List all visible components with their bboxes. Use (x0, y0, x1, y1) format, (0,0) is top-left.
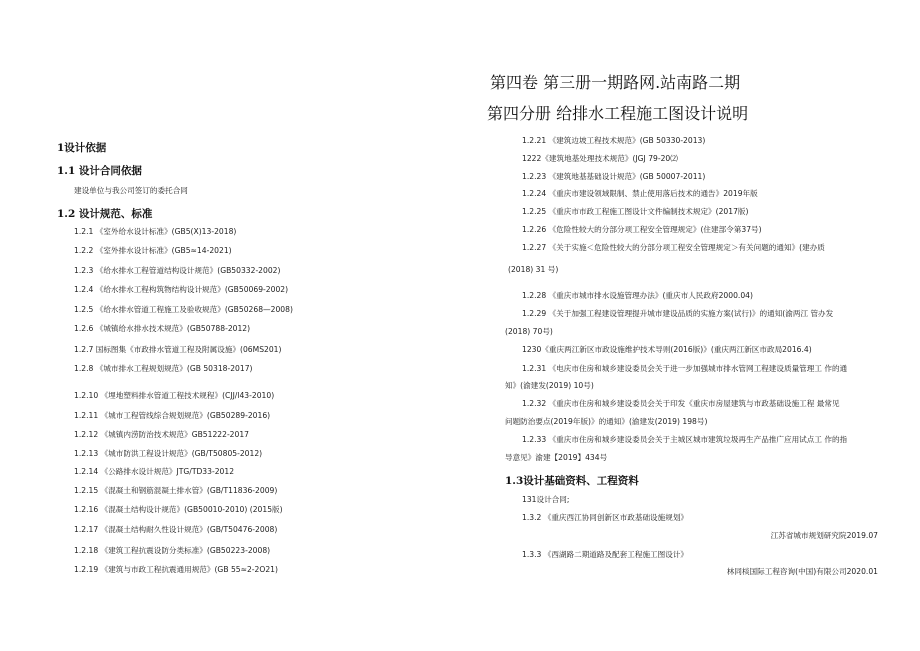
spec-item: 1.2.17 《混凝土结构耐久性设计规范》(GB/T50476-2008) (74, 525, 278, 534)
spec-item: 1.2.5 《给水排水管道工程施工及验收规范》(GB50268—2008) (74, 305, 293, 314)
spec-item: 1.2.6 《城镇给水排水技术规范》(GB50788-2012) (74, 324, 251, 333)
spec-item: 1.2.25 《重庆市市政工程施工图设计文件编制技术规定》(2017版) (522, 207, 749, 216)
spec-item: 1.2.7 国标图集《市政排水管道工程及附属设施》(06MS201) (74, 345, 282, 354)
basis-item: 1.3.2 《重庆西江协同创新区市政基础设施规划》 (522, 513, 689, 522)
spec-item-continuation: 导意见》渝建【2019】434号 (505, 453, 608, 462)
section-1-1-text: 建设单位与我公司签订的委托合同 (74, 186, 188, 195)
spec-item: 1.2.15 《混凝土和钢筋混凝土排水管》(GB/T11836-2009) (74, 486, 278, 495)
spec-item: 1.2.29 《关于加强工程建设管理提升城市建设品质的实施方案(试行)》的通知(渝两江 管办发 (522, 309, 834, 318)
spec-item-continuation: (2018) 31 号) (508, 265, 559, 274)
volume-subtitle: 第四分册 给排水工程施工图设计说明 (487, 104, 749, 123)
spec-item: 1.2.8 《城市排水工程规划规范》(GB 50318-2017) (74, 364, 253, 373)
spec-item-continuation: (2018) 70号) (505, 327, 553, 336)
spec-item: 1.2.3 《给水排水工程管道结构设计规范》(GB50332-2002) (74, 266, 281, 275)
spec-item-continuation: 问题防治要点(2019年版)》的通知》(渝建发(2019) 198号) (505, 417, 708, 426)
spec-item: 1.2.2 《室外排水设计标准》(GB5≈14-2021) (74, 246, 232, 255)
spec-item-continuation: 知》(渝建发(2019) 10号) (505, 381, 594, 390)
spec-item: 1.2.4 《给水排水工程构筑物结构设计规范》(GB50069-2002) (74, 285, 289, 294)
basis-item: 131设计合同; (522, 495, 570, 504)
spec-item: 1.2.31 《电庆市住房和城乡建设委员会关于进一步加强城市排水管网工程建设质量管理工 作的通 (522, 364, 848, 373)
spec-item: 1.2.14 《公路排水设计规范》JTG/TD33-2012 (74, 467, 235, 476)
spec-item: 1.2.21 《建筑边坡工程技术规范》(GB 50330-2013) (522, 136, 706, 145)
spec-item: 1222《建筑地基处理技术规范》(JGJ 79-20⑵ (522, 154, 678, 163)
spec-item: 1.2.28 《重庆市城市排水设施管理办法》(重庆市人民政府2000.04) (522, 291, 753, 300)
spec-item: 1.2.26 《危险性较大的分部分项工程安全管理规定》(住建部令第37号) (522, 225, 762, 234)
spec-item: 1.2.10 《埋地塑料排水管道工程技术规程》(CJJ/l43-2010) (74, 391, 275, 400)
section-1-1-heading: 1.1 设计合同依据 (57, 165, 142, 177)
section-1-2-heading: 1.2 设计规范、标准 (57, 208, 153, 220)
basis-item-source: 林同棪国际工程咨询(中国)有限公司2020.01 (726, 567, 878, 576)
section-1-heading: 1设计依据 (57, 142, 107, 154)
spec-item: 1.2.12 《城镇内涝防治技术规范》GB51222-2017 (74, 430, 250, 439)
volume-title: 第四卷 第三册一期路网.站南路二期 (490, 73, 741, 92)
spec-item: 1.2.33 《重庆市住房和城乡建设委员会关于主城区城市建筑垃圾再生产品推广应用试点工 作的指 (522, 435, 848, 444)
basis-item: 1.3.3 《西湖路二期道路及配套工程施工图设计》 (522, 550, 689, 559)
spec-item: 1.2.11 《城市工程管线综合规划规范》(GB50289-2016) (74, 411, 271, 420)
spec-item: 1.2.23 《建筑地基基础设计规范》(GB 50007-2011) (522, 172, 706, 181)
section-1-3-heading: 1.3设计基础资料、工程资料 (505, 475, 639, 487)
spec-item: 1.2.13 《城市防洪工程设计规范》(GB/T50805-2012) (74, 449, 263, 458)
spec-item: 1.2.19 《建筑与市政工程抗震通用规范》(GB 55≈2-2O21) (74, 565, 278, 574)
spec-item: 1.2.1 《室外给水设计标准》(GB5(X)13-2018) (74, 227, 237, 236)
spec-item: 1230《重庆两江新区市政设施维护技术导则(2016版)》(重庆两江新区市政局2016.4) (522, 345, 812, 354)
spec-item: 1.2.18 《建筑工程抗震设防分类标准》(GB50223-2008) (74, 546, 271, 555)
spec-item: 1.2.16 《混凝土结构设计规范》(GB50010-2010) (2015版) (74, 505, 283, 514)
spec-item: 1.2.24 《重庆市建设领域限制、禁止使用落后技术的通告》2019年版 (522, 189, 758, 198)
spec-item: 1.2.32 《重庆市住房和城乡建设委员会关于印发《重庆市房屋建筑与市政基础设施工程 最常见 (522, 399, 840, 408)
spec-item: 1.2.27 《关于实施＜危险性较大的分部分项工程安全管理规定＞有关问题的通知》(建办质 (522, 243, 825, 252)
basis-item-source: 江苏省城市规划研究院2019.07 (770, 531, 878, 540)
